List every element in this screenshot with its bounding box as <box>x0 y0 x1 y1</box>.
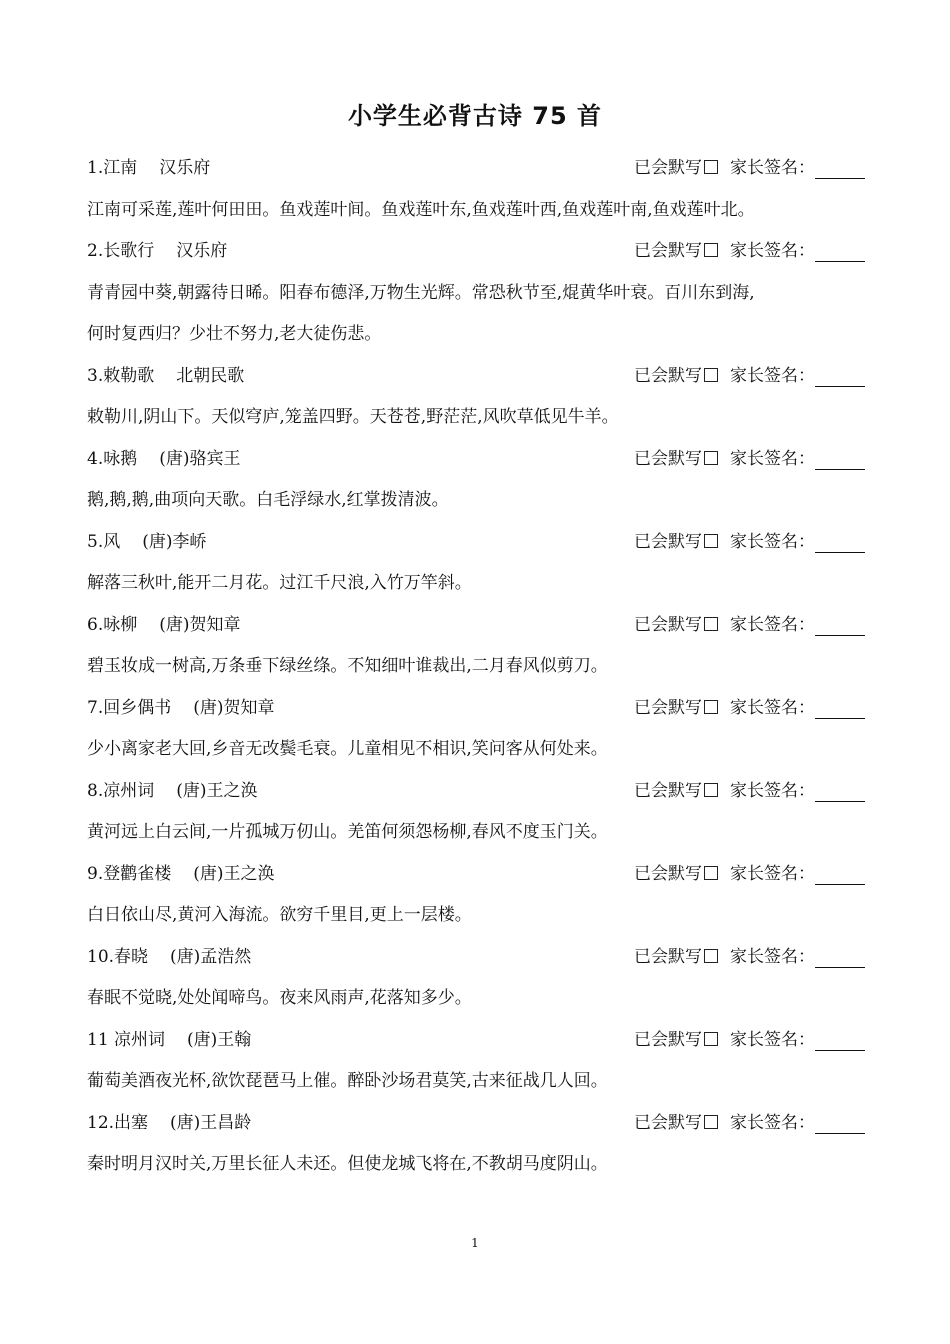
parent-signature-label: 家长签名： <box>730 158 815 178</box>
poem-title: 10.春晓 <box>87 946 149 967</box>
recite-check-area <box>634 233 865 269</box>
parent-signature-field[interactable] <box>815 449 865 470</box>
recite-check-label: 已会默写 <box>634 1112 702 1133</box>
poem-author: (唐)李峤 <box>142 531 207 552</box>
recite-checkbox[interactable] <box>704 700 718 714</box>
poem-header <box>87 607 865 649</box>
poem-title: 5.风 <box>87 531 121 552</box>
poem-list <box>87 150 865 1188</box>
parent-signature-field[interactable] <box>815 615 865 636</box>
poem-header <box>87 856 865 898</box>
recite-check-area <box>634 150 865 186</box>
recite-check-label: 已会默写 <box>634 863 702 884</box>
parent-signature-field[interactable] <box>815 241 865 262</box>
parent-signature-field[interactable] <box>815 366 865 387</box>
recite-checkbox[interactable] <box>704 783 718 797</box>
poem-title: 1.江南 <box>87 158 138 178</box>
recite-check-label: 已会默写 <box>634 448 702 469</box>
poem-title: 12.出塞 <box>87 1112 149 1133</box>
poem-title: 2.长歌行 <box>87 241 155 261</box>
parent-signature-label: 家长签名： <box>730 863 815 884</box>
poem-title: 8.凉州词 <box>87 780 155 801</box>
poem-text-line: 何时复西归？少壮不努力,老大徒伤悲。 <box>87 324 382 344</box>
parent-signature-label: 家长签名： <box>730 241 815 261</box>
parent-signature-label: 家长签名： <box>730 1029 815 1050</box>
recite-check-label: 已会默写 <box>634 365 702 386</box>
parent-signature-field[interactable] <box>815 698 865 719</box>
poem-author: (唐)骆宾王 <box>159 448 241 469</box>
recite-check-area <box>634 939 865 975</box>
parent-signature-field[interactable] <box>815 158 865 179</box>
recite-check-area <box>634 690 865 726</box>
recite-checkbox[interactable] <box>704 617 718 631</box>
poem-title: 3.敕勒歌 <box>87 365 155 386</box>
recite-check-label: 已会默写 <box>634 614 702 635</box>
poem-author: (唐)贺知章 <box>159 614 241 635</box>
poem-header <box>87 233 865 275</box>
parent-signature-label: 家长签名： <box>730 448 815 469</box>
recite-check-label: 已会默写 <box>634 1029 702 1050</box>
recite-check-area <box>634 1022 865 1058</box>
page-title: 小学生必背古诗 75 首 <box>347 102 603 130</box>
parent-signature-label: 家长签名： <box>730 1112 815 1133</box>
recite-check-label: 已会默写 <box>634 780 702 801</box>
parent-signature-label: 家长签名： <box>730 946 815 967</box>
poem-header <box>87 150 865 192</box>
poem-header <box>87 358 865 400</box>
parent-signature-field[interactable] <box>815 532 865 553</box>
poem-text-line: 白日依山尽,黄河入海流。欲穷千里目,更上一层楼。 <box>87 905 472 925</box>
poem-header <box>87 1105 865 1147</box>
parent-signature-field[interactable] <box>815 947 865 968</box>
parent-signature-field[interactable] <box>815 781 865 802</box>
recite-check-area <box>634 607 865 643</box>
poem-title: 11 凉州词 <box>87 1029 166 1050</box>
poem-title: 9.登鹳雀楼 <box>87 863 172 884</box>
poem-text-line: 解落三秋叶,能开二月花。过江千尺浪,入竹万竿斜。 <box>87 573 472 593</box>
poem-text-line: 葡萄美酒夜光杯,欲饮琵琶马上催。醉卧沙场君莫笑,古来征战几人回。 <box>87 1071 608 1091</box>
recite-checkbox[interactable] <box>704 949 718 963</box>
poem-author: (唐)王之涣 <box>176 780 258 801</box>
recite-check-label: 已会默写 <box>634 531 702 552</box>
poem-text-line: 春眠不觉晓,处处闻啼鸟。夜来风雨声,花落知多少。 <box>87 988 472 1008</box>
parent-signature-field[interactable] <box>815 864 865 885</box>
poem-title: 7.回乡偶书 <box>87 697 172 718</box>
recite-checkbox[interactable] <box>704 534 718 548</box>
poem-text-line: 少小离家老大回,乡音无改鬓毛衰。儿童相见不相识,笑问客从何处来。 <box>87 739 608 759</box>
poem-title: 4.咏鹅 <box>87 448 138 469</box>
recite-check-area <box>634 358 865 394</box>
poem-author: 汉乐府 <box>176 241 228 261</box>
poem-text-line: 鹅,鹅,鹅,曲项向天歌。白毛浮绿水,红掌拨清波。 <box>87 490 449 510</box>
recite-check-label: 已会默写 <box>634 946 702 967</box>
poem-author: (唐)王翰 <box>187 1029 252 1050</box>
parent-signature-label: 家长签名： <box>730 697 815 718</box>
poem-author: (唐)孟浩然 <box>170 946 252 967</box>
recite-checkbox[interactable] <box>704 1032 718 1046</box>
recite-checkbox[interactable] <box>704 866 718 880</box>
poem-text-line: 江南可采莲,莲叶何田田。鱼戏莲叶间。鱼戏莲叶东,鱼戏莲叶西,鱼戏莲叶南,鱼戏莲叶北。 <box>87 199 755 220</box>
poem-author: 汉乐府 <box>159 158 211 178</box>
recite-checkbox[interactable] <box>704 1115 718 1129</box>
recite-checkbox[interactable] <box>704 368 718 382</box>
recite-check-label: 已会默写 <box>634 697 702 718</box>
poem-header <box>87 690 865 732</box>
poem-text-line: 黄河远上白云间,一片孤城万仞山。羌笛何须怨杨柳,春风不度玉门关。 <box>87 822 608 842</box>
parent-signature-label: 家长签名： <box>730 365 815 386</box>
recite-check-area <box>634 441 865 477</box>
page-number: 1 <box>471 1236 479 1250</box>
poem-text-line: 秦时明月汉时关,万里长征人未还。但使龙城飞将在,不教胡马度阴山。 <box>87 1154 608 1174</box>
recite-check-area <box>634 524 865 560</box>
poem-header <box>87 524 865 566</box>
poem-author: (唐)贺知章 <box>193 697 275 718</box>
recite-checkbox[interactable] <box>704 451 718 465</box>
poem-header <box>87 1022 865 1064</box>
poem-header <box>87 939 865 981</box>
recite-check-area <box>634 1105 865 1141</box>
poem-header <box>87 773 865 815</box>
poem-title: 6.咏柳 <box>87 614 138 635</box>
parent-signature-label: 家长签名： <box>730 614 815 635</box>
parent-signature-field[interactable] <box>815 1113 865 1134</box>
recite-checkbox[interactable] <box>704 243 718 257</box>
poem-author: (唐)王之涣 <box>193 863 275 884</box>
parent-signature-label: 家长签名： <box>730 531 815 552</box>
poem-text-line: 青青园中葵,朝露待日晞。阳春布德泽,万物生光辉。常恐秋节至,焜黄华叶衰。百川东到海, <box>87 282 755 303</box>
recite-check-label: 已会默写 <box>634 158 702 178</box>
parent-signature-field[interactable] <box>815 1030 865 1051</box>
parent-signature-label: 家长签名： <box>730 780 815 801</box>
poem-header <box>87 441 865 483</box>
poem-author: 北朝民歌 <box>176 365 245 386</box>
recite-check-area <box>634 773 865 809</box>
recite-checkbox[interactable] <box>704 160 718 174</box>
poem-text-line: 碧玉妆成一树高,万条垂下绿丝绦。不知细叶谁裁出,二月春风似剪刀。 <box>87 656 608 676</box>
poem-author: (唐)王昌龄 <box>170 1112 252 1133</box>
poem-text-line: 敕勒川,阴山下。天似穹庐,笼盖四野。天苍苍,野茫茫,风吹草低见牛羊。 <box>87 407 619 427</box>
recite-check-area <box>634 856 865 892</box>
recite-check-label: 已会默写 <box>634 241 702 261</box>
